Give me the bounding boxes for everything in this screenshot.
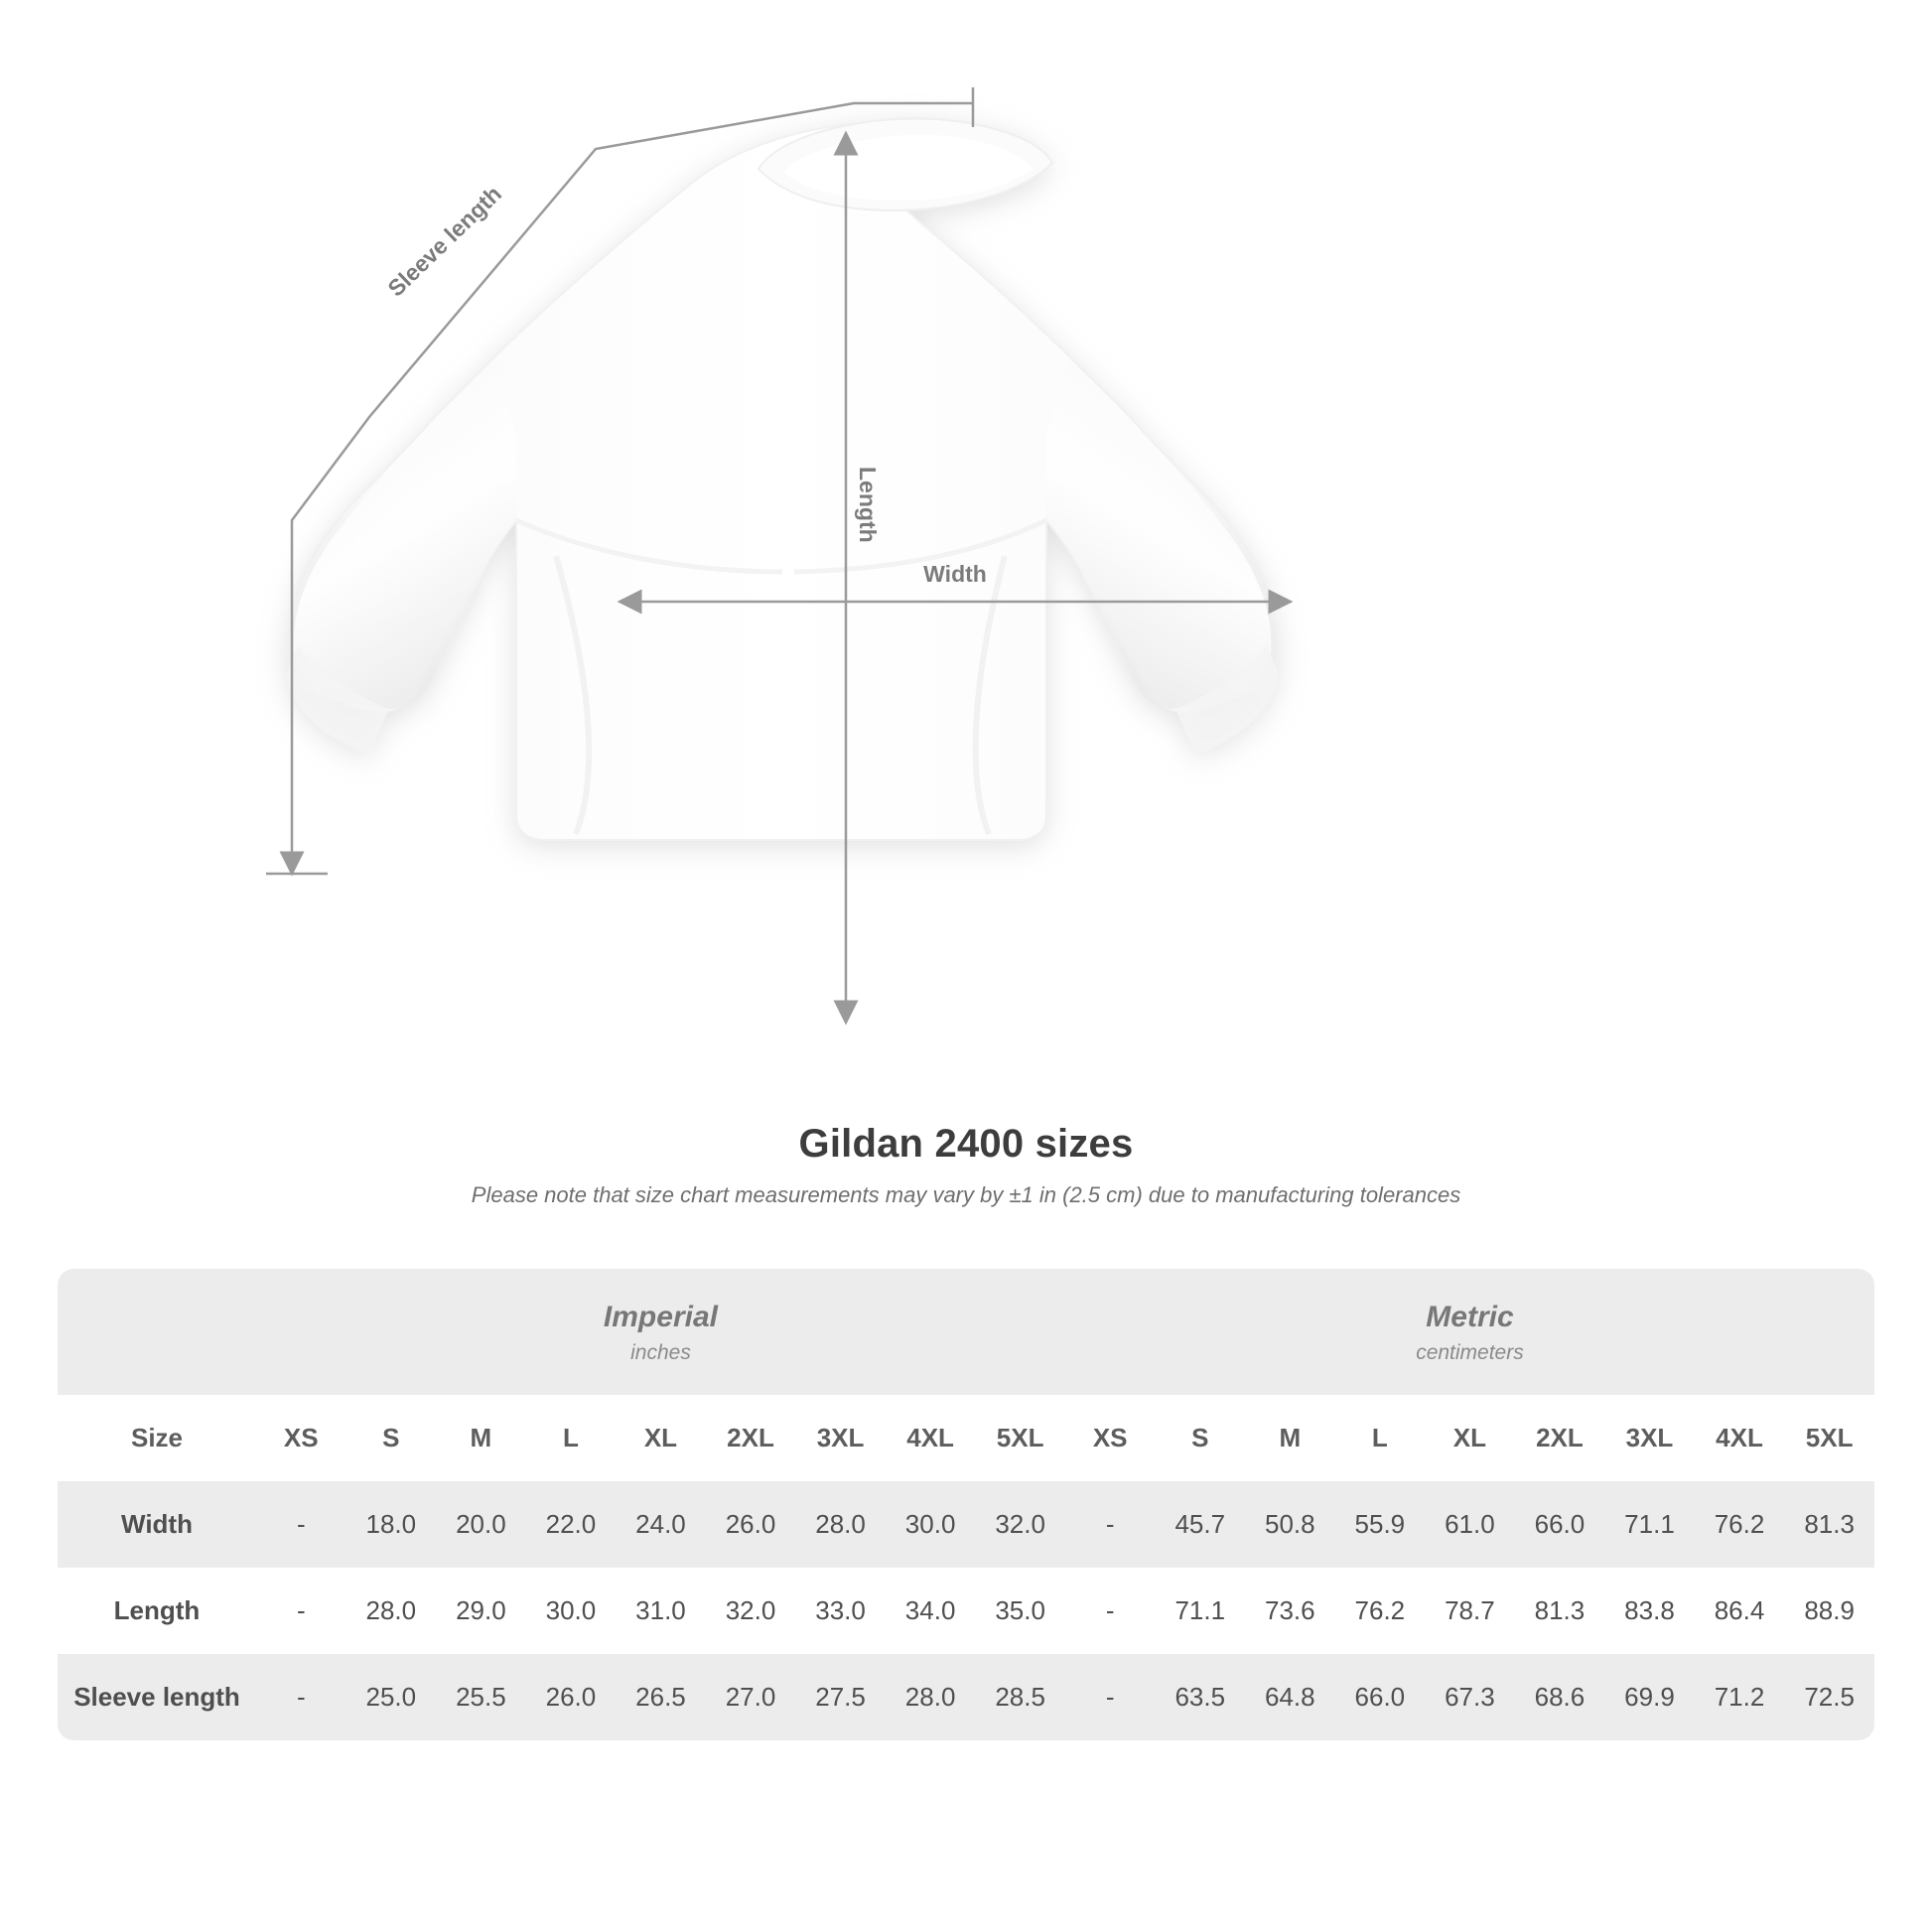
size-col-1: S: [346, 1395, 437, 1481]
cell-sleeve-16: 71.2: [1695, 1654, 1785, 1740]
cell-length-9: -: [1065, 1568, 1156, 1654]
size-col-6: 3XL: [795, 1395, 886, 1481]
unit-metric-name: Metric: [1426, 1301, 1514, 1333]
cell-length-6: 33.0: [795, 1568, 886, 1654]
cell-sleeve-17: 72.5: [1784, 1654, 1874, 1740]
table-row: [58, 1568, 1874, 1654]
cell-sleeve-8: 28.5: [975, 1654, 1065, 1740]
size-table-body: [58, 1269, 1874, 1740]
length-label: Length: [855, 467, 881, 543]
size-col-12: L: [1335, 1395, 1426, 1481]
cell-width-14: 66.0: [1515, 1481, 1605, 1568]
cell-length-14: 81.3: [1515, 1568, 1605, 1654]
cell-width-16: 76.2: [1695, 1481, 1785, 1568]
size-col-4: XL: [616, 1395, 706, 1481]
cell-length-0: -: [256, 1568, 346, 1654]
cell-length-2: 29.0: [436, 1568, 526, 1654]
cell-sleeve-6: 27.5: [795, 1654, 886, 1740]
cell-width-3: 22.0: [526, 1481, 617, 1568]
size-col-13: XL: [1425, 1395, 1515, 1481]
cell-sleeve-11: 64.8: [1245, 1654, 1335, 1740]
cell-length-8: 35.0: [975, 1568, 1065, 1654]
size-chart-table: [58, 1269, 1874, 1740]
cell-width-12: 55.9: [1335, 1481, 1426, 1568]
size-col-16: 4XL: [1695, 1395, 1785, 1481]
cell-length-15: 83.8: [1604, 1568, 1695, 1654]
cell-width-7: 30.0: [886, 1481, 976, 1568]
row-label-sleeve-length: Sleeve length: [58, 1654, 256, 1740]
unit-imperial-sub: inches: [630, 1340, 691, 1364]
cell-width-4: 24.0: [616, 1481, 706, 1568]
unit-group-metric: [1065, 1269, 1874, 1395]
size-col-14: 2XL: [1515, 1395, 1605, 1481]
cell-sleeve-2: 25.5: [436, 1654, 526, 1740]
size-col-10: S: [1155, 1395, 1245, 1481]
unit-header-spacer: [58, 1269, 256, 1395]
cell-width-5: 26.0: [706, 1481, 796, 1568]
cell-width-2: 20.0: [436, 1481, 526, 1568]
garment-shape: [286, 119, 1279, 841]
size-col-5: 2XL: [706, 1395, 796, 1481]
cell-length-7: 34.0: [886, 1568, 976, 1654]
row-label-width: Width: [58, 1481, 256, 1568]
size-col-8: 5XL: [975, 1395, 1065, 1481]
cell-length-4: 31.0: [616, 1568, 706, 1654]
cell-sleeve-5: 27.0: [706, 1654, 796, 1740]
size-col-7: 4XL: [886, 1395, 976, 1481]
size-col-0: XS: [256, 1395, 346, 1481]
cell-length-13: 78.7: [1425, 1568, 1515, 1654]
size-header-row: [58, 1395, 1874, 1481]
page-title: Gildan 2400 sizes: [798, 1122, 1134, 1166]
size-col-2: M: [436, 1395, 526, 1481]
cell-length-11: 73.6: [1245, 1568, 1335, 1654]
unit-imperial-name: Imperial: [603, 1301, 718, 1333]
size-col-9: XS: [1065, 1395, 1156, 1481]
cell-width-9: -: [1065, 1481, 1156, 1568]
cell-sleeve-14: 68.6: [1515, 1654, 1605, 1740]
table-row: [58, 1654, 1874, 1740]
row-label-length: Length: [58, 1568, 256, 1654]
cell-sleeve-10: 63.5: [1155, 1654, 1245, 1740]
cell-length-1: 28.0: [346, 1568, 437, 1654]
tolerance-note: Please note that size chart measurements may vary by ±1 in (2.5 cm) due to manufacturing tolerances: [471, 1182, 1461, 1207]
size-col-17: 5XL: [1784, 1395, 1874, 1481]
table-row: [58, 1481, 1874, 1568]
cell-length-17: 88.9: [1784, 1568, 1874, 1654]
cell-length-10: 71.1: [1155, 1568, 1245, 1654]
cell-sleeve-1: 25.0: [346, 1654, 437, 1740]
cell-width-11: 50.8: [1245, 1481, 1335, 1568]
cell-width-13: 61.0: [1425, 1481, 1515, 1568]
cell-width-1: 18.0: [346, 1481, 437, 1568]
cell-sleeve-4: 26.5: [616, 1654, 706, 1740]
size-col-11: M: [1245, 1395, 1335, 1481]
cell-width-10: 45.7: [1155, 1481, 1245, 1568]
cell-sleeve-15: 69.9: [1604, 1654, 1695, 1740]
unit-metric-sub: centimeters: [1416, 1340, 1524, 1364]
cell-sleeve-7: 28.0: [886, 1654, 976, 1740]
width-label: Width: [923, 561, 987, 587]
unit-group-imperial: [256, 1269, 1065, 1395]
cell-length-3: 30.0: [526, 1568, 617, 1654]
cell-length-12: 76.2: [1335, 1568, 1426, 1654]
chart-heading: [0, 1122, 1932, 1208]
cell-length-16: 86.4: [1695, 1568, 1785, 1654]
cell-sleeve-12: 66.0: [1335, 1654, 1426, 1740]
sleeve-length-label: Sleeve length: [382, 180, 507, 302]
cell-width-8: 32.0: [975, 1481, 1065, 1568]
size-col-15: 3XL: [1604, 1395, 1695, 1481]
cell-sleeve-3: 26.0: [526, 1654, 617, 1740]
cell-sleeve-13: 67.3: [1425, 1654, 1515, 1740]
cell-width-6: 28.0: [795, 1481, 886, 1568]
cell-width-17: 81.3: [1784, 1481, 1874, 1568]
size-col-3: L: [526, 1395, 617, 1481]
cell-sleeve-9: -: [1065, 1654, 1156, 1740]
cell-width-15: 71.1: [1604, 1481, 1695, 1568]
cell-width-0: -: [256, 1481, 346, 1568]
cell-sleeve-0: -: [256, 1654, 346, 1740]
size-header-label: Size: [58, 1395, 256, 1481]
cell-length-5: 32.0: [706, 1568, 796, 1654]
unit-header-row: [58, 1269, 1874, 1395]
size-table: [58, 1269, 1874, 1740]
